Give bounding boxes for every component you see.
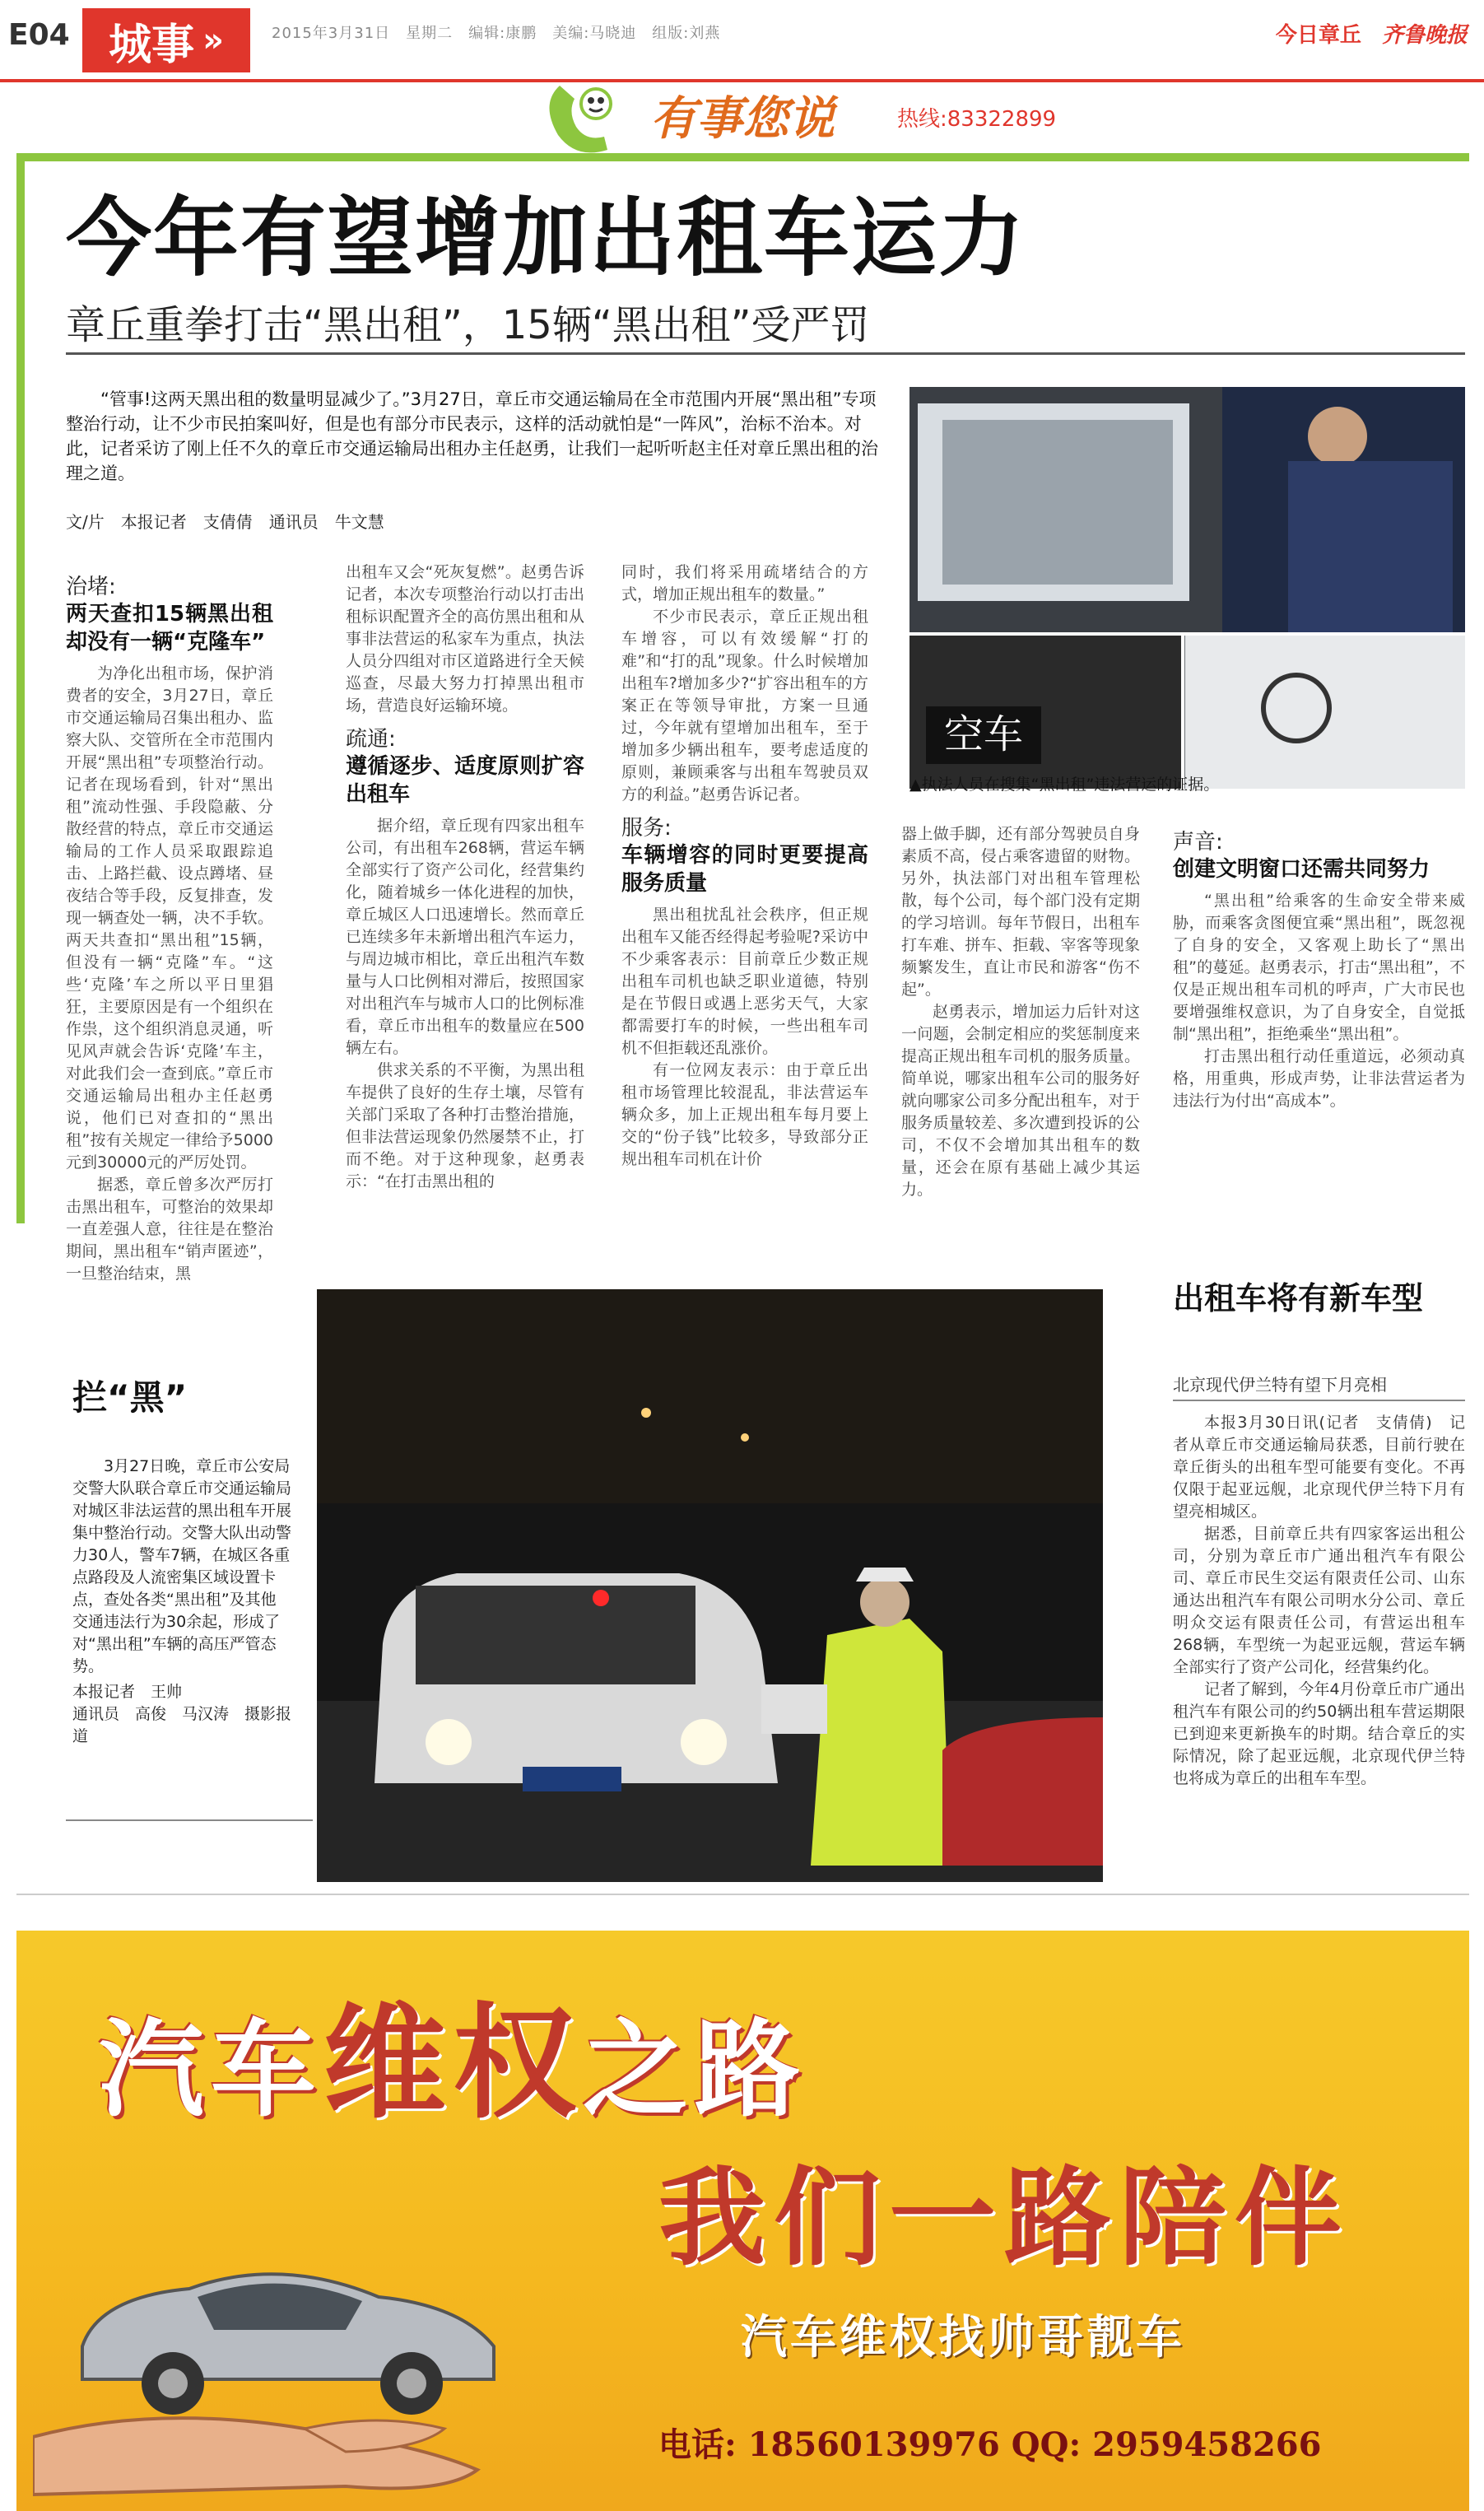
ad-headline-1c: 之路: [583, 2008, 807, 2131]
issue-meta: 2015年3月31日 星期二 编辑:康鹏 美编:马晓迪 组版:刘燕: [272, 25, 721, 42]
headline: 今年有望增加出租车运力: [66, 188, 1026, 288]
ad-headline-2: 我们一路陪伴: [658, 2155, 1351, 2280]
subsection-title: 两天查扣15辆黑出租却没有一辆“克隆车”: [66, 602, 273, 655]
paragraph: 据悉，章丘曾多次严厉打击黑出租车，可整治的效果却一直差强人意，往往是在整治期间，黑出租车“销声匿迹”，一旦整治结束，黑: [66, 1176, 273, 1283]
taxi-sign: 空车: [943, 711, 1024, 757]
night-checkpoint-art: [317, 1289, 1103, 1882]
subsection-title: 车辆增容的同时更要提高服务质量: [621, 843, 868, 896]
paragraph: 记者了解到，今年4月份章丘市广通出租汽车有限公司的约50辆出租车营运期限已到迎来更新换车的时期。结合章丘的实际情况，除了起亚远舰，北京现代伊兰特也将成为章丘的出租车车型。: [1173, 1680, 1465, 1787]
ad-headline-1b: 维权: [323, 1991, 584, 2136]
paragraph: 供求关系的不平衡，为黑出租车提供了良好的生存土壤，尽管有关部门采取了各种打击整治措施，但非法营运现象仍然屡禁不止，打而不绝。对于这种现象，赵勇表示：“在打击黑出租的: [346, 1061, 584, 1190]
subsection-label: 服务:: [621, 816, 672, 841]
column-1: [66, 576, 273, 1285]
headline-rule: [66, 352, 1465, 355]
paragraph: 器上做手脚，还有部分驾驶员自身素质不高，侵占乘客遗留的财物。另外，执法部门对出租车管理松散，每个公司，每个部门没有定期的学习培训。每年节假日，出租车打车难、拼车、拒载、宰客等现象频繁发生，直让市民和游客“伤不起”。: [901, 825, 1140, 999]
column-banner-rule: [16, 153, 1469, 161]
subhead: 章丘重拳打击“黑出租”，15辆“黑出租”受严罚: [66, 302, 870, 348]
sidebar-body: [1173, 1412, 1465, 1790]
subsection-title: 遵循逐步、适度原则扩容出租车: [346, 754, 584, 807]
paragraph: 不少市民表示，章丘正规出租车增容，可以有效缓解“打的难”和“打的乱”现象。什么时候增加出租车?增加多少?“扩容出租车的方案正在等领导审批，方案一旦通过，今年就有望增加出租车，至于增加多少辆出租车，要考虑适度的原则，兼顾乘客与出租车驾驶员双方的利益。”赵勇告诉记者。: [621, 608, 868, 804]
chevron-right-icon: »: [202, 21, 224, 59]
paragraph: 黑出租扰乱社会秩序，但正规出租车又能否经得起考验呢?采访中不少乘客表示：目前章丘少数正规出租车司机也缺乏职业道德，特别是在节假日或遇上恶劣天气，大家都需要打车的时候，一些出租车司机不但拒载还乱涨价。: [621, 906, 868, 1057]
subsection-label: 治堵:: [66, 575, 116, 599]
photo-caption: ▲执法人员在搜集“黑出租”违法营运的证据。: [909, 776, 1220, 794]
ad-contact: 电话: 18560139976 QQ: 2959458266: [658, 2425, 1322, 2464]
photo-block-text: [72, 1456, 291, 1748]
enforcement-photo: [909, 387, 1465, 789]
photo-block-rule: [66, 1819, 313, 1821]
paragraph: 3月27日晚，章丘市公安局交警大队联合章丘市交通运输局对城区非法运营的黑出租车开展集中整治行动。交警大队出动警力30人，警车7辆，在城区各重点路段及人流密集区域设置卡点，查处各类“黑出租”及其他交通违法行为30余起，形成了对“黑出租”车辆的高压严管态势。: [72, 1457, 292, 1675]
sidebar-rule: [1173, 1400, 1465, 1401]
paragraph: 赵勇表示，增加运力后针对这一问题，会制定相应的奖惩制度来提高正规出租车司机的服务质量。简单说，哪家出租车公司的服务好就向哪家公司多分配出租车，对于服务质量较差、多次遭到投诉的公司，不仅不会增加其出租车的数量，还会在原有基础上减少其运力。: [901, 1003, 1140, 1199]
night-checkpoint-photo: [317, 1289, 1103, 1882]
telephone-icon: [535, 71, 634, 161]
edition-name: 今日章丘: [1275, 23, 1361, 48]
paragraph: “黑出租”给乘客的生命安全带来威胁，而乘客贪图便宜乘“黑出租”，既忽视了自身的安全，又客观上助长了“黑出租”的蔓延。赵勇表示，打击“黑出租”，不仅是正规出租车司机的呼声，广大市民也要增强维权意识，为了自身安全，自觉抵制“黑出租”，拒绝乘坐“黑出租”。: [1173, 892, 1465, 1043]
paragraph: 有一位网友表示：由于章丘出租市场管理比较混乱，非法营运车辆众多，加上正规出租车每月要上交的“份子钱”比较多，导致部分正规出租车司机在计价: [621, 1061, 868, 1168]
section-name: 城事: [109, 20, 195, 70]
car-on-hand-icon: [33, 2223, 543, 2511]
hotline: 热线:83322899: [897, 107, 1057, 132]
sidebar-title: 出租车将有新车型: [1173, 1280, 1424, 1316]
page-number: E04: [8, 18, 70, 52]
lead-paragraph: “管事!这两天黑出租的数量明显减少了。”3月27日，章丘市交通运输局在全市范围内开展“黑出租”专项整治行动，让不少市民拍案叫好，但是也有部分市民表示，这样的活动就怕是“一阵风”，治标不治本。对此，记者采访了刚上任不久的章丘市交通运输局出租办主任赵勇，让我们一起听听赵主任对章丘黑出租的治理之道。: [66, 389, 878, 483]
ad-headline-1a: 汽车: [99, 2008, 323, 2131]
paragraph: 出租车又会“死灰复燃”。赵勇告诉记者，本次专项整治行动以打击出租标识配置齐全的高仿黑出租和从事非法营运的私家车为重点，执法人员分四组对市区道路进行全天候巡查，尽最大努力打掉黑出租市场，营造良好运输环境。: [346, 563, 584, 715]
subsection-label: 疏通:: [346, 727, 396, 752]
enforcement-photo-art: [909, 387, 1465, 789]
column-2: [346, 561, 584, 1193]
paragraph: 本报3月30日讯(记者 支倩倩) 记者从章丘市交通运输局获悉，目前行驶在章丘街头的出租车型可能要有变化。不再仅限于起亚远舰，北京现代伊兰特下月有望亮相城区。: [1173, 1414, 1465, 1521]
section-tag: [82, 8, 250, 72]
brand: [1276, 18, 1468, 49]
paragraph: 同时，我们将采用疏堵结合的方式，增加正规出租车的数量。”: [621, 563, 868, 603]
ad-headline-1: [99, 1964, 807, 2141]
column-3: [621, 561, 868, 1171]
photo-credit: 本报记者 王帅 通讯员 高俊 马汉涛 摄影报道: [72, 1683, 292, 1745]
sidebar-subtitle: 北京现代伊兰特有望下月亮相: [1173, 1375, 1387, 1395]
byline: 文/片 本报记者 支倩倩 通讯员 牛文慧: [66, 512, 384, 532]
ad-separator: [16, 1894, 1469, 1895]
column-title: 有事您说: [650, 92, 835, 146]
column-5: [1173, 832, 1465, 1112]
column-banner-side-rule: [16, 153, 25, 1223]
subsection-title: 创建文明窗口还需共同努力: [1173, 857, 1431, 882]
paragraph: 据悉，目前章丘共有四家客运出租公司，分别为章丘市广通出租汽车有限公司、章丘市民生交运有限责任公司、山东通达出租汽车有限公司明水分公司、章丘明众交运有限责任公司，有营运出租车268辆，车型统一为起亚远舰，营运车辆全部实行了资产公司化，经营集约化。: [1173, 1525, 1465, 1676]
paragraph: 打击黑出租行动任重道远，必须动真格，用重典，形成声势，让非法营运者为违法行为付出“高成本”。: [1173, 1047, 1465, 1110]
paragraph: 据介绍，章丘现有四家出租车公司，有出租车268辆，营运车辆全部实行了资产公司化，经营集约化，随着城乡一体化进程的加快，章丘城区人口迅速增长。然而章丘已连续多年未新增出租汽车运力，与周边城市相比，章丘出租汽车数量与人口比例相对滞后，按照国家对出租汽车与城市人口的比例标准看，章丘市出租车的数量应在500辆左右。: [346, 817, 584, 1057]
column-4: [901, 823, 1140, 1201]
photo-block-title: 拦“黑”: [72, 1377, 188, 1418]
ad-slogan: 汽车维权找帅哥靓车: [741, 2310, 1185, 2364]
paragraph: 为净化出租市场，保护消费者的安全，3月27日，章丘市交通运输局召集出租办、监察大队、交管所在全市范围内开展“黑出租”专项整治行动。记者在现场看到，针对“黑出租”流动性强、手段隐蔽、分散经营的特点，章丘市交通运输局的工作人员采取跟踪追击、上路拦截、设点蹲堵、昼夜结合等手段，反复排查，发现一辆查处一辆，决不手软。两天共查扣“黑出租”15辆，但没有一辆“克隆”车。“这些‘克隆’车之所以平日里猖狂，主要原因是有一个组织在作祟，这个组织消息灵通，听见风声就会告诉‘克隆’车主，对此我们会一查到底。”章丘市交通运输局出租办主任赵勇说，他们已对查扣的“黑出租”按有关规定一律给予5000元到30000元的严厉处罚。: [66, 664, 273, 1172]
paper-logo: 齐鲁晚报: [1381, 23, 1468, 48]
subsection-label: 声音:: [1173, 830, 1223, 855]
